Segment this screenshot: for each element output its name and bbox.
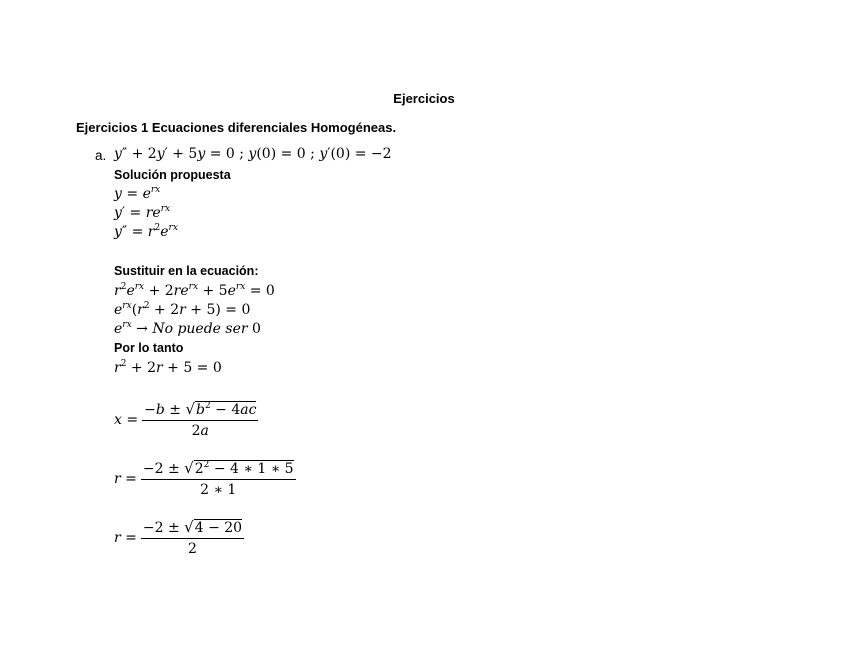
document-title: Ejercicios [393, 91, 455, 106]
proposed-y: $y = e^{rx}$ [114, 185, 161, 202]
list-marker: a. [95, 148, 107, 163]
quadratic-formula: x = $\frac{-b \pm √b^2 - 4ac}{2a}$ [114, 400, 257, 439]
proposed-y-double-prime: $y'' = r^2e^{rx}$ [114, 223, 178, 240]
substitution-line-3: $e^{rx} \to No$ puede ser 0 [114, 320, 261, 337]
therefore-label: Por lo tanto [114, 341, 184, 355]
substitute-label: Sustituir en la ecuación: [114, 264, 259, 278]
characteristic-equation: $r^2 + 2r + 5 = 0$ [114, 359, 222, 376]
substitution-line-2: $e^{rx}(r^2 + 2r + 5) = 0$ [114, 301, 251, 318]
quadratic-substitution-2: r = $\frac{-2 \pm √4 - 20}{2}$ [114, 518, 243, 557]
proposed-solution-label: Solución propuesta [114, 168, 231, 182]
section-heading: Ejercicios 1 Ecuaciones diferenciales Homogéneas. [76, 120, 397, 135]
quadratic-substitution-1: r = $\frac{-2 \pm √2^2 - 4 ∗ 1 ∗ 5}{2 ∗ 1}$ [114, 459, 294, 498]
differential-equation: y″ + 2y′ + 5y = 0 ; y(0) = 0 ; y′(0) = −2 [114, 146, 392, 162]
proposed-y-prime: $y' = re^{rx}$ [114, 204, 171, 221]
substitution-line-1: $r^2e^{rx} + 2re^{rx} + 5e^{rx} = 0$ [114, 282, 275, 299]
